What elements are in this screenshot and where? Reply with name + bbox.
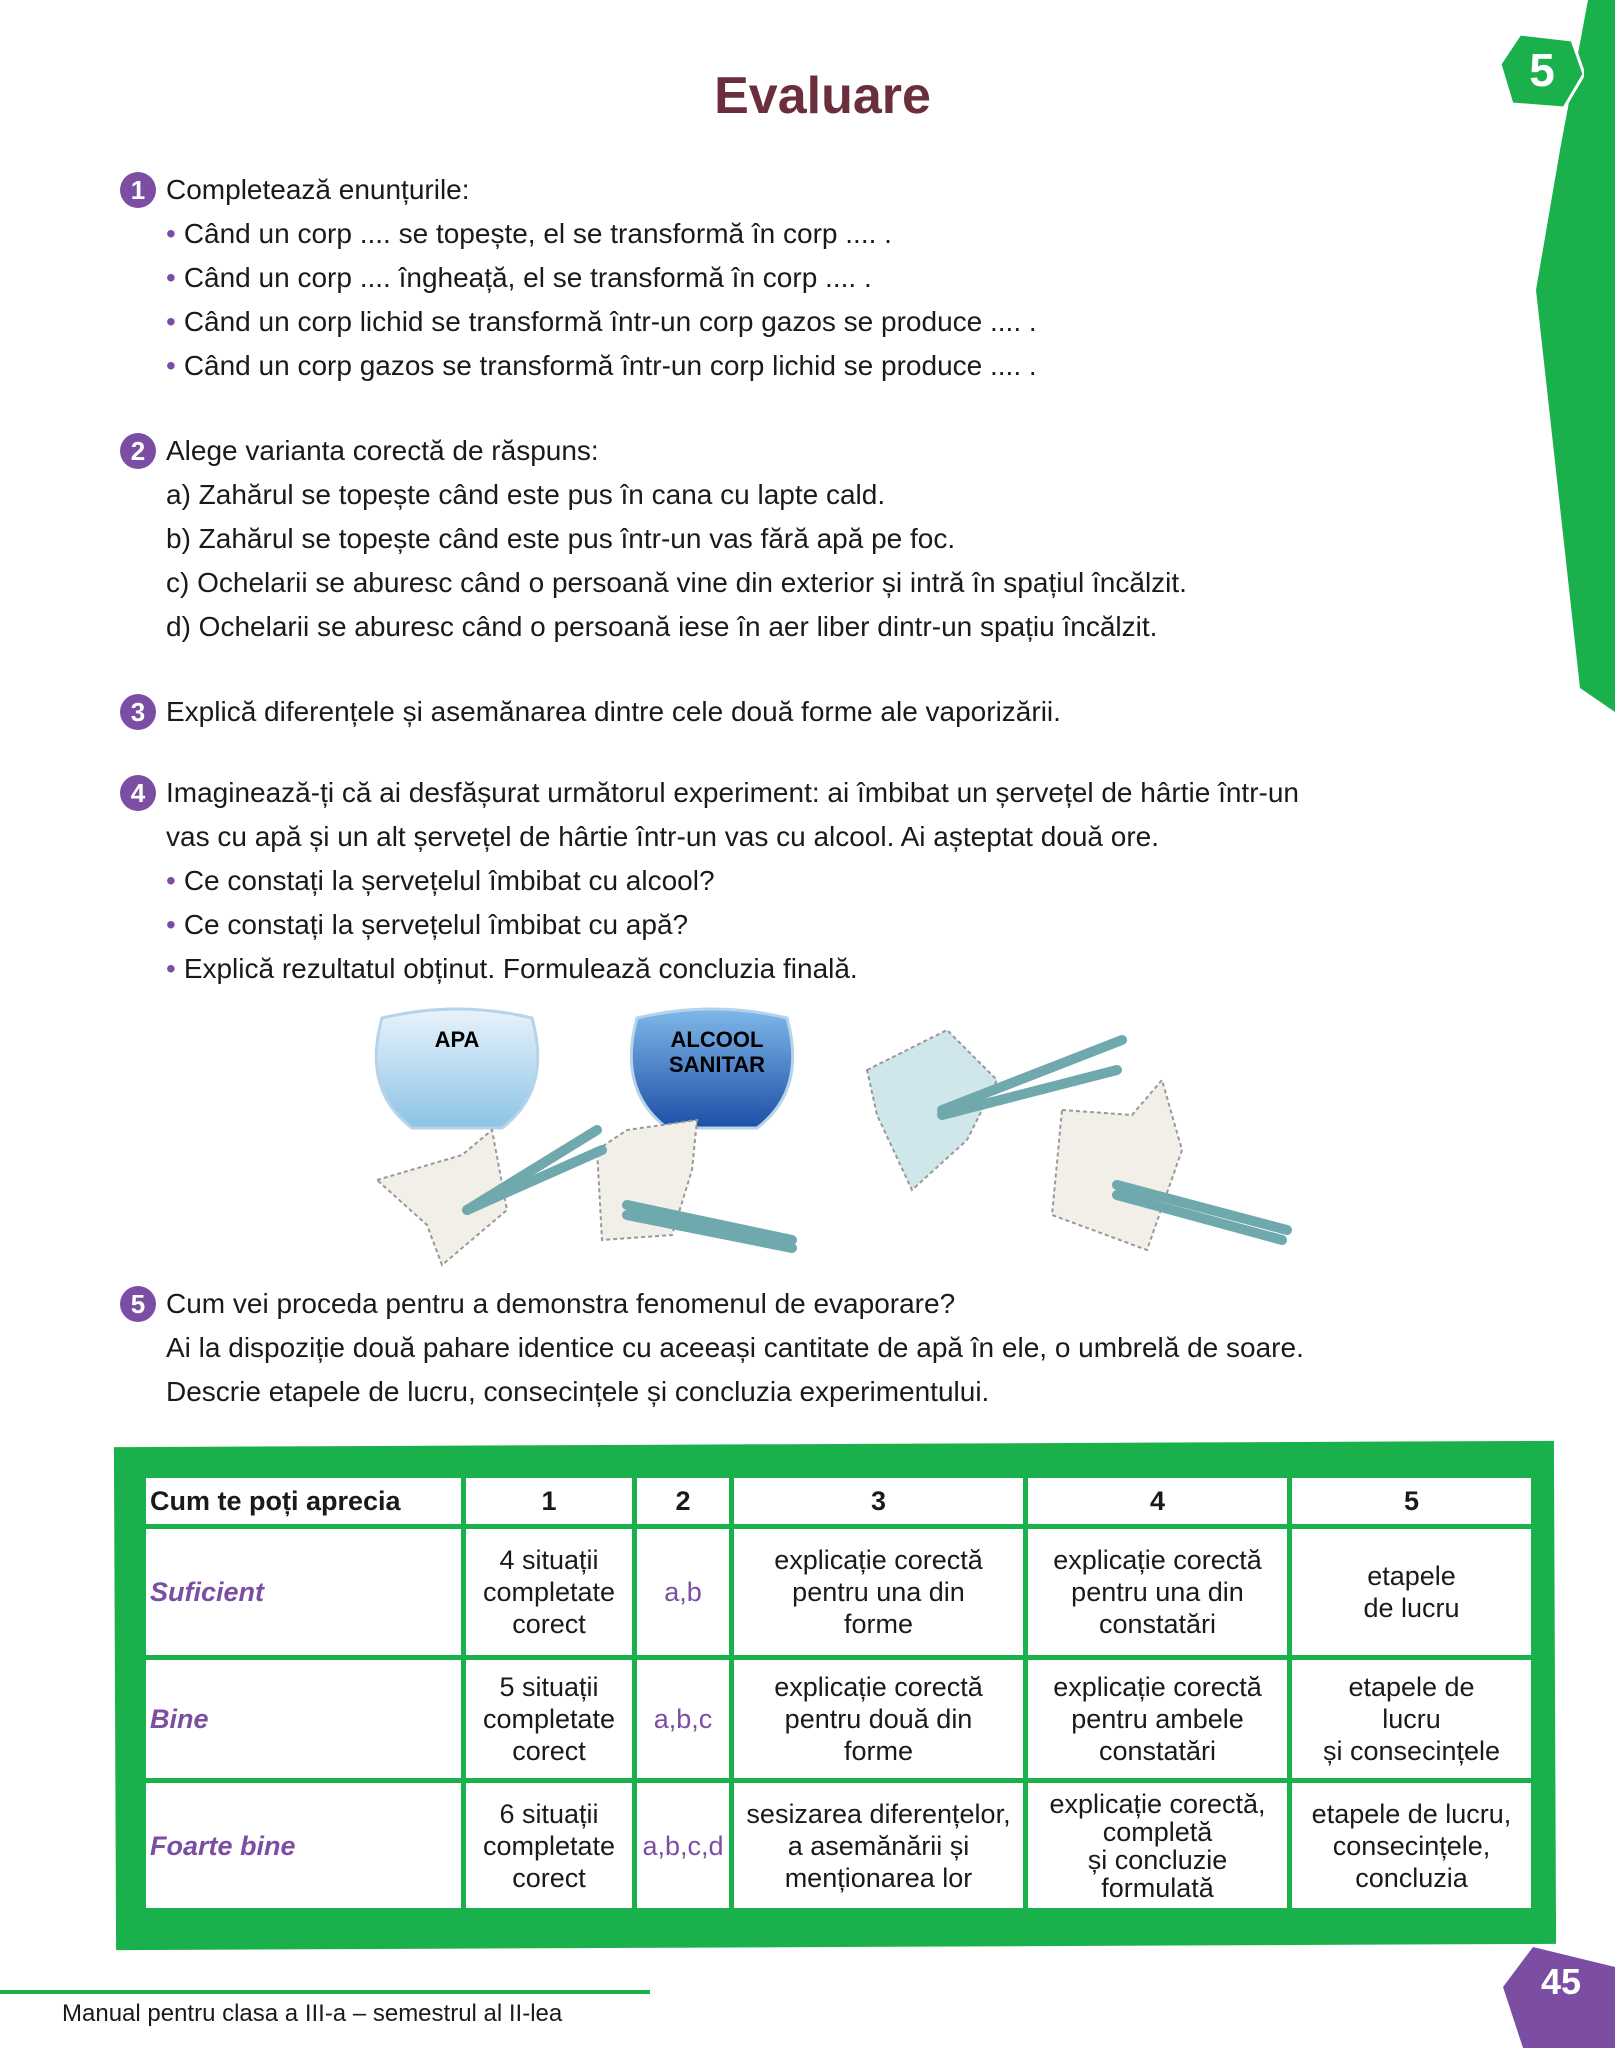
option-d: d) Ochelarii se aburesc când o persoană iese în aer liber dintr-un spațiu încălzit. [166,611,1158,642]
experiment-illustration [372,1000,1302,1275]
page-number: 45 [1541,1961,1582,2002]
header-cell: Cum te poți aprecia [144,1476,464,1527]
list-item: • Ce constați la șervețelul îmbibat cu apă? [166,903,1299,947]
table-cell: explicație corectă, completă și concluzie formulată [1026,1781,1290,1911]
table-cell: explicație corectă pentru ambele constatări [1026,1658,1290,1781]
level-cell: Bine [144,1658,464,1781]
table-cell: 5 situații completate corect [464,1658,635,1781]
table-row [144,1781,1534,1911]
svg-text:APA: APA [434,1027,480,1052]
list-item: • Când un corp lichid se transformă într-un corp gazos se produce .... . [166,300,1037,344]
page-number-badge [1503,1947,1615,2048]
header-cell: 2 [635,1476,732,1527]
question-text: Ai la dispoziție două pahare identice cu aceeași cantitate de apă în ele, o umbrelă de soare. [166,1332,1304,1363]
chapter-number: 5 [1529,44,1555,96]
question-text: Completează enunțurile: [166,174,470,205]
table-cell: etapele de lucru [1290,1527,1534,1658]
question-1 [120,168,1037,388]
list-item: • Explică rezultatul obținut. Formulează concluzia finală. [166,947,1299,991]
question-number: 4 [120,775,156,811]
table-row [144,1658,1534,1781]
question-text: Cum vei proceda pentru a demonstra fenomenul de evaporare? [166,1288,956,1319]
question-4 [120,771,1299,991]
self-assessment-table [141,1473,1536,1913]
water-bowl [376,1009,537,1128]
level-cell: Foarte bine [144,1781,464,1911]
question-5 [120,1282,1304,1414]
header-cell: 4 [1026,1476,1290,1527]
alcohol-bowl [631,1009,792,1128]
svg-text:ALCOOL: ALCOOL [670,1027,764,1052]
question-number: 1 [120,172,156,208]
question-text: vas cu apă și un alt șervețel de hârtie într-un vas cu alcool. Ai așteptat două ore. [166,821,1160,852]
table-header-row [144,1476,1534,1527]
footer-text: Manual pentru clasa a III-a – semestrul al II-lea [62,2000,563,2027]
list-item: • Când un corp .... se topește, el se transformă în corp .... . [166,212,1037,256]
list-item: • Când un corp .... îngheață, el se transformă în corp .... . [166,256,1037,300]
question-3 [120,690,1061,734]
question-text: Alege varianta corectă de răspuns: [166,435,599,466]
table-cell: etapele de lucru și consecințele [1290,1658,1534,1781]
answer-cell: a,b,c,d [635,1781,732,1911]
question-number: 3 [120,694,156,730]
option-c: c) Ochelarii se aburesc când o persoană vine din exterior și intră în spațiul încălzit. [166,567,1187,598]
question-2 [120,429,1187,649]
header-cell: 5 [1290,1476,1534,1527]
table-cell: explicație corectă pentru una din constatări [1026,1527,1290,1658]
header-cell: 3 [732,1476,1026,1527]
answer-cell: a,b [635,1527,732,1658]
table-row [144,1527,1534,1658]
question-text: Explică diferențele și asemănarea dintre cele două forme ale vaporizării. [166,696,1061,727]
question-text: Descrie etapele de lucru, consecințele și concluzia experimentului. [166,1376,990,1407]
question-number: 5 [120,1286,156,1322]
table-cell: sesizarea diferențelor, a asemănării și menționarea lor [732,1781,1026,1911]
table-cell: 6 situații completate corect [464,1781,635,1911]
page-title: Evaluare [714,67,931,125]
answer-cell: a,b,c [635,1658,732,1781]
table-cell: explicație corectă pentru una din forme [732,1527,1026,1658]
table-cell: 4 situații completate corect [464,1527,635,1658]
table-cell: explicație corectă pentru două din forme [732,1658,1026,1781]
footer-divider [0,1990,650,1994]
question-text: Imaginează-ți că ai desfășurat următorul experiment: ai îmbibat un șervețel de hârtie într-un [166,777,1300,808]
option-a: a) Zahărul se topește când este pus în cana cu lapte cald. [166,479,886,510]
option-b: b) Zahărul se topește când este pus într-un vas fără apă pe foc. [166,523,956,554]
svg-text:SANITAR: SANITAR [668,1052,766,1077]
question-number: 2 [120,433,156,469]
table-cell: etapele de lucru, consecințele, concluzia [1290,1781,1534,1911]
list-item: • Când un corp gazos se transformă într-un corp lichid se produce .... . [166,344,1037,388]
level-cell: Suficient [144,1527,464,1658]
header-cell: 1 [464,1476,635,1527]
list-item: • Ce constați la șervețelul îmbibat cu alcool? [166,859,1299,903]
